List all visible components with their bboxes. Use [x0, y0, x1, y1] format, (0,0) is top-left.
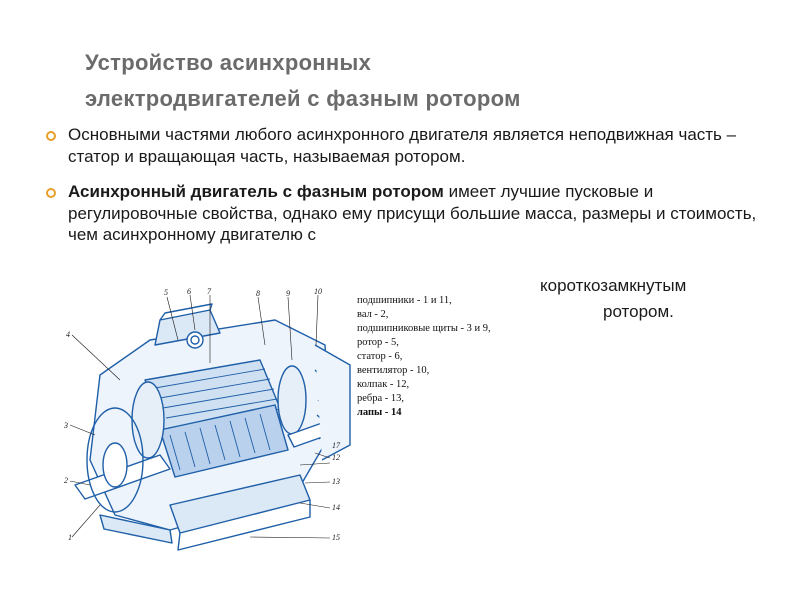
diagram-label-17: 17	[332, 441, 340, 450]
legend-item: подшипники - 1 и 11,	[357, 295, 452, 306]
diagram-label-12: 12	[332, 453, 340, 462]
bullet-2-continuation-2: ротором.	[603, 302, 674, 321]
bullet-item-2	[44, 181, 764, 246]
bullet-marker-icon	[46, 188, 56, 198]
diagram-label-1: 1	[68, 533, 72, 542]
diagram-label-4: 4	[66, 330, 70, 339]
legend-item: ребра - 13,	[357, 393, 405, 404]
slide-title-line-1: Устройство асинхронных	[85, 50, 372, 75]
slide-title-line-2: электродвигателей с фазным ротором	[85, 86, 521, 111]
diagram-label-7: 7	[207, 287, 211, 296]
diagram-label-14: 14	[332, 503, 340, 512]
bullet-2-continuation-1: короткозамкнутым	[540, 276, 687, 295]
bullet-2-text: имеет лучшие пусковые и регулировочные свойства, однако ему присущи большие масса, размеры и стоимость, чем асинхронному двигателю с	[68, 182, 757, 244]
diagram-label-5: 5	[164, 288, 168, 297]
bullet-list	[44, 124, 764, 246]
diagram-label-6: 6	[187, 287, 191, 296]
diagram-label-8: 8	[256, 289, 260, 298]
diagram-label-10: 10	[314, 287, 322, 296]
legend-item: вал - 2,	[357, 309, 389, 320]
bullet-item-1	[44, 124, 764, 167]
diagram-label-3: 3	[64, 421, 68, 430]
bullet-1-text: Основными частями любого асинхронного двигателя является неподвижная часть – статор и вращающая часть, называемая ротором.	[68, 125, 737, 166]
bullet-marker-icon	[46, 131, 56, 141]
diagram-label-2: 2	[64, 476, 68, 485]
legend-item: ротор - 5,	[357, 337, 399, 348]
diagram-label-13: 13	[332, 477, 340, 486]
diagram-label-15: 15	[332, 533, 340, 542]
parts-legend	[357, 294, 491, 420]
motor-cutaway-illustration	[60, 285, 360, 560]
bullet-2-bold-text: Асинхронный двигатель с фазным ротором	[68, 182, 444, 201]
legend-item: статор - 6,	[357, 351, 403, 362]
legend-item: колпак - 12,	[357, 379, 410, 390]
diagram-label-9: 9	[286, 289, 290, 298]
legend-item: подшипниковые щиты - 3 и 9,	[357, 323, 491, 334]
legend-item-last: лапы - 14	[357, 407, 402, 418]
legend-item: вентилятор - 10,	[357, 365, 430, 376]
